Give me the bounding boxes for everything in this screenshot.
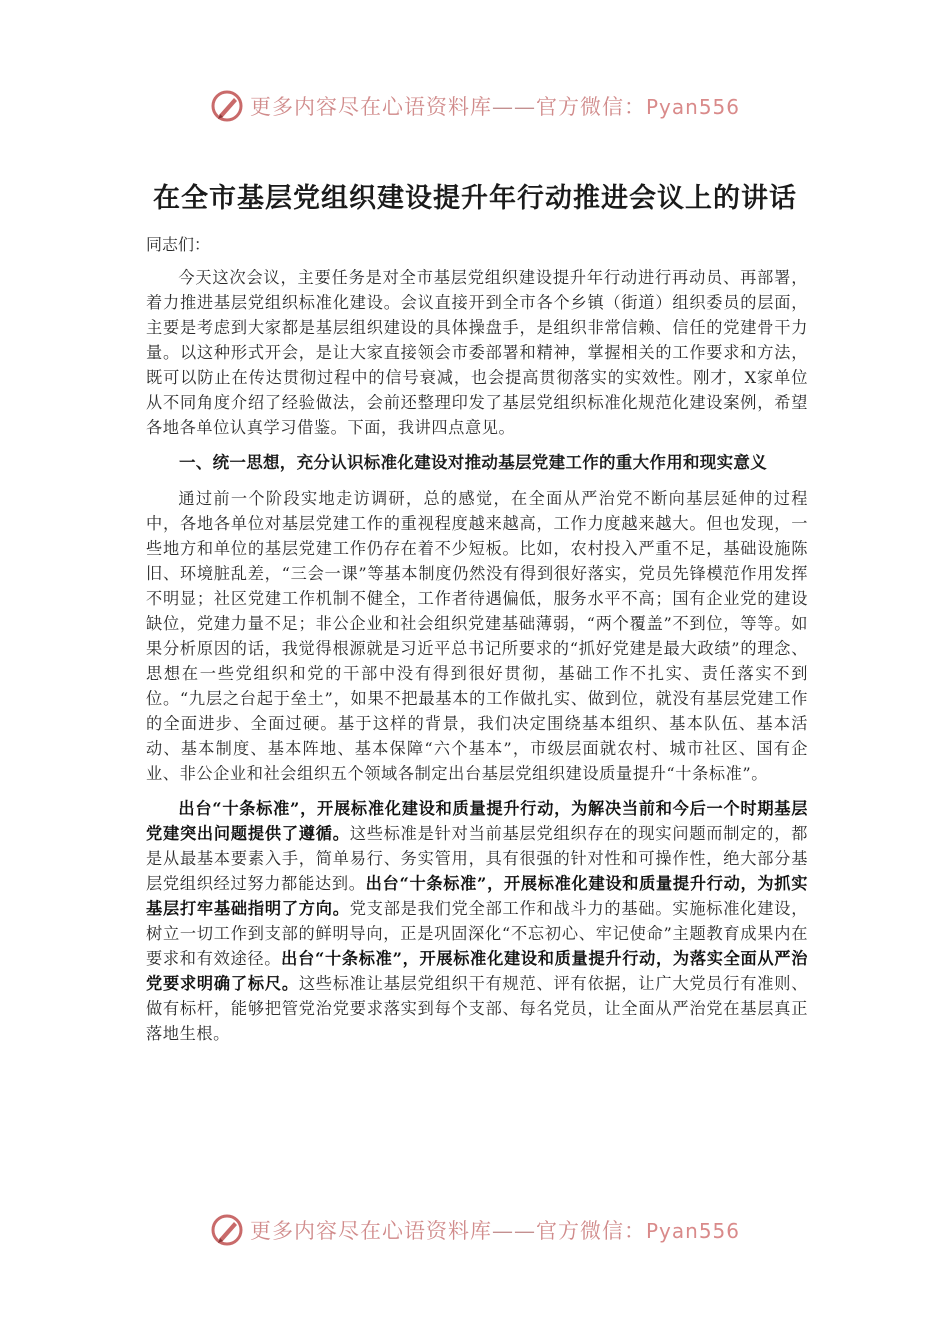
watermark-banner-bottom <box>0 1210 950 1250</box>
watermark-site: 更多内容尽在心语资料库 <box>249 1219 492 1243</box>
point-2-text: 党支部是我们党全部工作和战斗力的基础。实施标准化建设，树立一切工作到支部的鲜明导向，正是巩固深化“不忘初心、牢记使命”主题教育成果内在要求和有效途径。 <box>146 899 808 968</box>
watermark-wechat-label: 官方微信： <box>535 95 646 119</box>
pen-logo-icon <box>210 1213 244 1247</box>
document-title: 在全市基层党组织建设提升年行动推进会议上的讲话 <box>153 183 797 214</box>
pen-logo-icon <box>210 89 244 123</box>
watermark-banner-top <box>0 86 950 126</box>
watermark-account: Pyan556 <box>645 95 740 119</box>
section-paragraph: 通过前一个阶段实地走访调研，总的感觉，在全面从严治党不断向基层延伸的过程中，各地各单位对基层党建工作的重视程度越来越高，工作力度越来越大。但也发现，一些地方和单位的基层党建工作仍存在着不少短板。比如，农村投入严重不足，基础设施陈旧、环境脏乱差，“三会一课”等基本制度仍然没有得到很好落实，党员先锋模范作用发挥不明显；社区党建工作机制不健全，工作者待遇偏低，服务水平不高；国有企业党的建设缺位，党建力量不足；非公企业和社会组织党建基础薄弱，“两个覆盖”不到位，等等。如果分析原因的话，我觉得根源就是习近平总书记所要求的“抓好党建是最大政绩”的理念、思想在一些党组织和党的干部中没有得到很好贯彻，基础工作不扎实、责任落实不到位。“九层之台起于垒土”，如果不把最基本的工作做扎实、做到位，就没有基层党建工作的全面进步、全面过硬。基于这样的背景，我们决定围绕基本组织、基本队伍、基本活动、基本制度、基本阵地、基本保障“六个基本”，市级层面就农村、城市社区、国有企业、非公企业和社会组织五个领域各制定出台基层党组织建设质量提升“十条标准”。 <box>146 489 808 783</box>
section-heading: 一、统一思想，充分认识标准化建设对推动基层党建工作的重大作用和现实意义 <box>179 453 767 472</box>
document-body <box>146 232 808 1056</box>
bold-point-3: 出台“十条标准”，开展标准化建设和质量提升行动，为落实全面从严治党要求明确了标尺。 <box>146 949 808 993</box>
standards-paragraph <box>146 796 808 1046</box>
bold-point-2: 出台“十条标准”，开展标准化建设和质量提升行动，为抓实基层打牢基础指明了方向。 <box>146 874 808 918</box>
salutation: 同志们： <box>146 235 211 254</box>
watermark-text <box>250 1215 740 1245</box>
watermark-dash: —— <box>491 1219 536 1243</box>
watermark-site: 更多内容尽在心语资料库 <box>249 95 492 119</box>
point-1-text: 这些标准是针对当前基层党组织存在的现实问题而制定的，都是从最基本要素入手，简单易行、务实管用，具有很强的针对性和可操作性，绝大部分基层党组织经过努力都能达到。 <box>146 824 808 893</box>
watermark-dash: —— <box>491 95 536 119</box>
intro-paragraph: 今天这次会议，主要任务是对全市基层党组织建设提升年行动进行再动员、再部署，着力推进基层党组织标准化建设。会议直接开到全市各个乡镇（街道）组织委员的层面，主要是考虑到大家都是基层组织建设的具体操盘手，是组织非常信赖、信任的党建骨干力量。以这种形式开会，是让大家直接领会市委部署和精神，掌握相关的工作要求和方法，既可以防止在传达贯彻过程中的信号衰减，也会提高贯彻落实的实效性。刚才，X家单位从不同角度介绍了经验做法，会前还整理印发了基层党组织标准化规范化建设案例，希望各地各单位认真学习借鉴。下面，我讲四点意见。 <box>146 268 808 437</box>
watermark-account: Pyan556 <box>645 1219 740 1243</box>
watermark-wechat-label: 官方微信： <box>535 1219 646 1243</box>
point-3-text: 这些标准让基层党组织干有规范、评有依据，让广大党员行有准则、做有标杆，能够把管党治党要求落实到每个支部、每名党员，让全面从严治党在基层真正落地生根。 <box>146 974 808 1043</box>
bold-point-1: 出台“十条标准”，开展标准化建设和质量提升行动，为解决当前和今后一个时期基层党建突出问题提供了遵循。 <box>146 799 808 843</box>
watermark-text <box>250 91 740 121</box>
